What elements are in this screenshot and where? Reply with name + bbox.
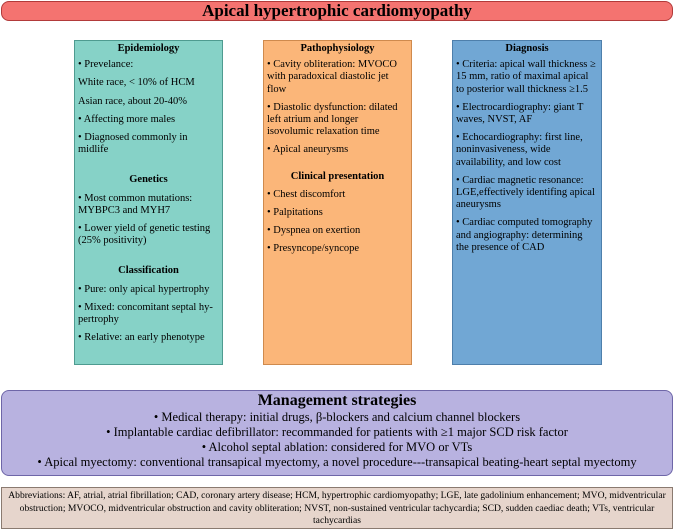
genetics-title: Genetics	[129, 174, 168, 186]
diagnosis-item: • Cardiac magnetic resonance: LGE,effectively identifing apical aneurysms	[456, 174, 595, 211]
classification-title: Classification	[118, 265, 179, 277]
clinical-item: • Dyspnea on exertion	[267, 225, 361, 237]
management-item: • Alcohol septal ablation: considered for MVO or VTs	[201, 440, 473, 454]
diagram-title: Apical hypertrophic cardiomyopathy	[1, 1, 673, 21]
pathophysiology-item: • Diastolic dysfunction: dilated left atrium and longer isovolumic relaxation time	[267, 101, 398, 138]
classification-item: • Mixed: concomitant septal hy-pertrophy	[78, 301, 213, 326]
diagnosis-item: • Echocardiography: first line, noninvasiveness, wide availability, and low cost	[456, 132, 583, 168]
pathophysiology-item: • Cavity obliteration: MVOCO with paradoxical diastolic jet flow	[267, 59, 397, 95]
management-item: • Apical myectomy: conventional transapical myectomy, a novel procedure---transapical beating-heart septal myectomy	[37, 455, 637, 469]
management-item: • Implantable cardiac defibrillator: recommanded for patients with ≥1 major SCD risk factor	[106, 425, 568, 439]
diagnosis-item: • Cardiac computed tomography and angiography: determining the presence of CAD	[456, 217, 593, 253]
epidemiology-box	[74, 40, 223, 365]
epidemiology-item: • Affecting more males	[78, 113, 176, 125]
genetics-item: • Most common mutations: MYBPC3 and MYH7	[78, 192, 193, 216]
abbreviations-box: Abbreviations: AF, atrial, atrial fibrillation; CAD, coronary artery disease; HCM, hypertrophic cardiomyopathy; LGE, late gadolinium enhancement; MVO, midventricular obstruction; MVOCO, midventricular obstruction and cavity obliteration; NVST, non-sustained ventricular tachycardia; SCD, sudden caediac death; VTs, ventricular tachycardias	[1, 487, 673, 529]
clinical-item: • Palpitations	[267, 207, 323, 219]
epidemiology-title: Epidemiology	[117, 43, 180, 54]
pathophysiology-title: Pathophysiology	[300, 43, 375, 54]
classification-item: • Relative: an early phenotype	[78, 332, 205, 344]
epidemiology-item: • Prevelance:	[78, 59, 134, 71]
epidemiology-item: White race, < 10% of HCM	[78, 77, 195, 89]
diagnosis-box	[452, 40, 602, 365]
classification-item: • Pure: only apical hypertrophy	[78, 283, 210, 295]
clinical-item: • Chest discomfort	[267, 188, 346, 200]
pathophysiology-item: • Apical aneurysms	[267, 144, 349, 156]
clinical-presentation-title: Clinical presentation	[290, 170, 385, 182]
management-box	[1, 390, 673, 476]
epidemiology-item: • Diagnosed commonly in midlife	[78, 132, 188, 156]
diagnosis-title: Diagnosis	[505, 43, 549, 54]
genetics-item: • Lower yield of genetic testing (25% positivity)	[78, 223, 211, 247]
management-title: Management strategies	[257, 392, 417, 409]
management-item: • Medical therapy: initial drugs, β-blockers and calcium channel blockers	[153, 410, 521, 424]
pathophysiology-box	[263, 40, 412, 365]
clinical-item: • Presyncope/syncope	[267, 243, 360, 255]
diagnosis-item: • Electrocardiography: giant T waves, NVST, AF	[456, 101, 584, 126]
epidemiology-item: Asian race, about 20-40%	[78, 95, 188, 107]
diagnosis-item: • Criteria: apical wall thickness ≥ 15 mm, ratio of maximal apical to posterior wall thickness ≥1.5	[456, 59, 596, 95]
